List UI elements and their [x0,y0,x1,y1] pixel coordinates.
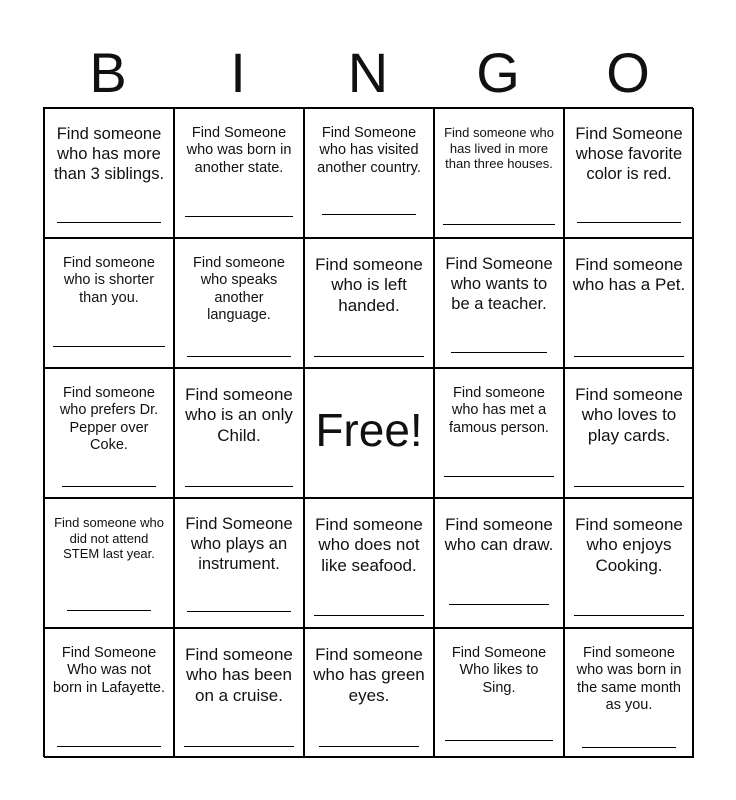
name-blank-line [185,486,293,487]
bingo-cell [44,238,174,368]
bingo-cell [174,368,304,498]
bingo-cell [434,628,564,758]
bingo-cell [304,238,434,368]
name-blank-line [319,746,419,747]
cell-prompt: Find someone who has met a famous person. [449,385,549,436]
bingo-cell [434,498,564,628]
bingo-cell [304,498,434,628]
name-blank-line [451,352,547,353]
bingo-cell [564,628,694,758]
bingo-cell [44,628,174,758]
bingo-cell [434,238,564,368]
cell-prompt: Find someone who can draw. [444,515,554,555]
name-blank-line [322,214,416,215]
cell-prompt: Find Someone Who was not born in Lafayette. [52,645,166,696]
cell-prompt: Find someone who has lived in more than three houses. [444,125,554,172]
name-blank-line [582,747,676,748]
name-blank-line [187,356,291,357]
cell-prompt: Find someone who has a Pet. [572,255,686,295]
name-blank-line [443,224,555,225]
name-blank-line [574,486,684,487]
bingo-cell [564,238,694,368]
cell-prompt: Find someone who has more than 3 siblings. [53,125,165,183]
cell-prompt: Find someone who has been on a cruise. [185,645,293,705]
bingo-cell [564,498,694,628]
bingo-cell [174,238,304,368]
cell-prompt: Find someone who loves to play cards. [575,385,683,445]
header-letter-o: O [606,41,650,104]
name-blank-line [57,746,161,747]
name-blank-line [62,486,156,487]
cell-prompt: Find someone who is an only Child. [185,385,293,445]
bingo-cell [44,368,174,498]
name-blank-line [67,610,151,611]
bingo-cell [44,108,174,238]
name-blank-line [574,356,684,357]
bingo-cell [44,498,174,628]
bingo-grid [43,107,693,757]
cell-prompt: Find someone who prefers Dr. Pepper over Coke. [59,385,159,454]
bingo-cell [564,368,694,498]
cell-prompt: Find someone who was born in the same month as you. [576,645,682,714]
bingo-cell [174,628,304,758]
cell-prompt: Find Someone whose favorite color is red. [575,125,683,183]
name-blank-line [314,356,424,357]
cell-prompt: Find Someone who has visited another country. [317,125,421,176]
name-blank-line [314,615,424,616]
header-letter-i: I [230,41,246,104]
cell-prompt: Find someone who is left handed. [315,255,423,315]
cell-prompt: Find someone who is shorter than you. [63,255,155,306]
bingo-cell [174,108,304,238]
cell-prompt: Find Someone who was born in another state. [186,125,292,176]
name-blank-line [184,746,294,747]
bingo-cell [434,108,564,238]
bingo-cell [564,108,694,238]
cell-prompt: Find Someone Who likes to Sing. [451,645,547,696]
cell-prompt: Find someone who does not like seafood. [315,515,423,575]
name-blank-line [574,615,684,616]
header-letter-n: N [347,41,389,104]
name-blank-line [185,216,293,217]
name-blank-line [444,476,554,477]
header-letter-g: G [476,41,520,104]
name-blank-line [53,346,165,347]
bingo-cell [174,498,304,628]
bingo-cell [304,108,434,238]
name-blank-line [577,222,681,223]
cell-prompt: Find someone who did not attend STEM last year. [54,515,164,562]
free-space-cell [304,368,434,498]
bingo-cell [434,368,564,498]
bingo-cell [304,628,434,758]
free-space-label: Free! [315,404,423,456]
name-blank-line [57,222,161,223]
cell-prompt: Find someone who has green eyes. [313,645,425,705]
name-blank-line [449,604,549,605]
cell-prompt: Find Someone who plays an instrument. [185,515,293,573]
bingo-header [43,40,693,106]
cell-prompt: Find someone who enjoys Cooking. [575,515,683,575]
header-letter-b: B [89,41,127,104]
cell-prompt: Find someone who speaks another language. [193,255,285,324]
cell-prompt: Find Someone who wants to be a teacher. [445,255,553,313]
name-blank-line [445,740,553,741]
name-blank-line [187,611,291,612]
